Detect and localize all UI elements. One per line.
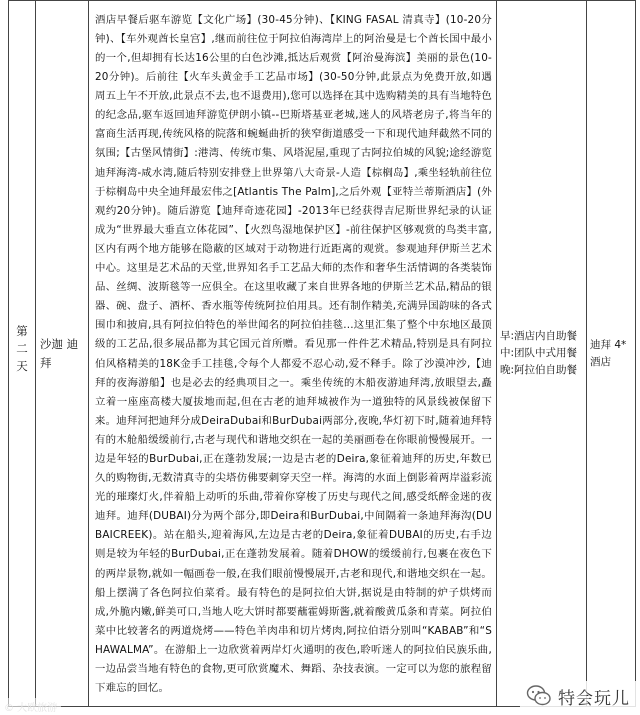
table-row	[9, 1, 636, 707]
day-label: 第二天	[15, 325, 29, 378]
hotel-label: 迪拜 4*酒店	[590, 338, 627, 368]
meals-cell	[497, 1, 587, 707]
meal-lunch: 中:团队中式用餐	[500, 347, 578, 359]
hotel-cell	[587, 1, 636, 707]
place-cell	[36, 1, 89, 707]
place-label: 沙迦 迪拜	[40, 336, 79, 370]
meal-dinner: 晚:阿拉伯自助餐	[500, 364, 578, 376]
watermark-right-text: 特会玩儿	[558, 688, 630, 709]
itinerary-table	[8, 0, 636, 707]
meals-list	[497, 328, 586, 379]
itinerary-cell	[89, 1, 497, 707]
watermark-right	[520, 681, 636, 711]
itinerary-text: 酒店早餐后驱车游览【文化广场】(30-45分钟)、【KING FASAL 清真寺】(10-20分钟)、【车外观酋长皇宫】,继而前往位于阿拉伯海湾岸上的阿治曼是七个酋长国中最小的一个,但却拥有长达16公里的白色沙滩,抵达后观赏【阿治曼海滨】美丽的景色(10-20分钟)。后前往【火车头黄金手工艺品市场】(30-50分钟,此景点为免费开放,如遇周五上午不开放,此景点不去,也不退费用),您可以选择在其中选购精美的具有当地特色的纪念品,驱车返回迪拜游览伊朗小镇--巴斯塔基亚老城,迷人的风塔老房子,将当年的富商生活再现,传统风格的院落和蜿蜒曲折的狭窄街道感受一下和现代迪拜截然不同的氛围;【古堡风情街】:港湾、传统市集、风塔泥屋,重现了古阿拉伯城的风貌;途经游览迪拜海湾-咸水湾,随后特别安排登上世界第八大奇景-人造【棕榈岛】,乘坐轻轨前往位于棕榈岛中央全迪拜最宏伟之[Atlantis The Palm],之后外观【亚特兰蒂斯酒店】(外观约20分钟)。随后游览【迪拜奇迹花园】-2013年已经获得吉尼斯世界纪录的认证成为“世界最大垂直立体花园”、【火烈鸟湿地保护区】-前往保护区够观赏的鸟类丰富,区内有两个地方能够在隐蔽的区域对于动物进行近距离的观赏。参观迪拜伊斯兰艺术中心。这里是艺术品的天堂,世界知名手工艺品大师的杰作和奢华生活情调的各类装饰品、丝绸、波斯毯等一应俱全。在这里收藏了来自世界各地的伊斯兰艺术品,精品的银器、碗、盘子、酒杯、香水瓶等传统阿拉伯用具。还有制作精美,充满异国韵味的各式围巾和披肩,具有阿拉伯特色的举世闻名的阿拉伯挂毯...这里汇集了整个中东地区最顶级的工艺品,很多展品都为其它国元首所赠。看见那一件件艺术精品,特别是具有阿拉伯风格精美的18K金手工挂毯,令每个人都爱不忍心动,爱不释手。除了沙漠冲沙,【迪拜的夜海游船】也是必去的经典项目之一。乘坐传统的木船夜游迪拜湾,放眼望去,矗立着一座座高楼大厦拔地而起,但在古老的迪拜城被作为一道独特的风景线被保留下来。迪拜河把迪拜分成DeiraDubai和BurDubai两部分,夜晚,华灯初下时,随着迪拜特有的木舱船缓缓前行,古老与现代和谐地交织在一起的美丽画卷在你眼前慢慢展开。一边是年轻的BurDubai,正在蓬勃发展;一边是古老的Deira,象征着迪拜的历史,年数已久的购物街,无数清真寺的尖塔仿佛要刺穿天空一样。海湾的水面上倒影着两岸溢彩流光的璀璨灯火,伴着船上动听的乐曲,带着你穿梭了历史与现代之间,感受纸醉金迷的夜迪拜。迪拜(DUBAI)分为两个部分,即Deira和BurDubai,中间隔着一条迪拜海沟(DUBAICREEK)。站在船头,迎着海风,左边是古老的Deira,象征着DUBAI的历史,右手边则是较为年轻的BurDubai,正在蓬勃发展着。随着DHOW的缓缓前行,包裹在夜色下的两岸景物,就如一幅画卷一般,在我们眼前慢慢展开,古老和现代,和谐地交织在一起。船上摆满了各色阿拉伯菜肴。最有特色的是阿拉伯大饼,据说是由特制的炉子烘烤而成,外脆内嫩,鲜美可口,当地人吃大饼时都要蘸霍姆斯酱,就着酸黄瓜条和青菜。阿拉伯菜中比较著名的两道烧烤——特色羊肉串和切片烤肉,阿拉伯语分别叫“KABAB”和“SHAWALMA”。在游船上一边欣赏着两岸灯火通明的夜色,聆听迷人的阿拉伯民族乐曲,一边品尝当地有特色的食物,更可欣赏魔术、舞蹈、杂技表演。一定可以为您的旅程留下难忘的回忆。	[95, 13, 492, 695]
wechat-icon	[526, 683, 552, 709]
watermark-left: © 大欧旅游	[0, 698, 61, 715]
day-cell	[9, 1, 36, 707]
meal-breakfast: 早:酒店内自助餐	[500, 330, 578, 342]
